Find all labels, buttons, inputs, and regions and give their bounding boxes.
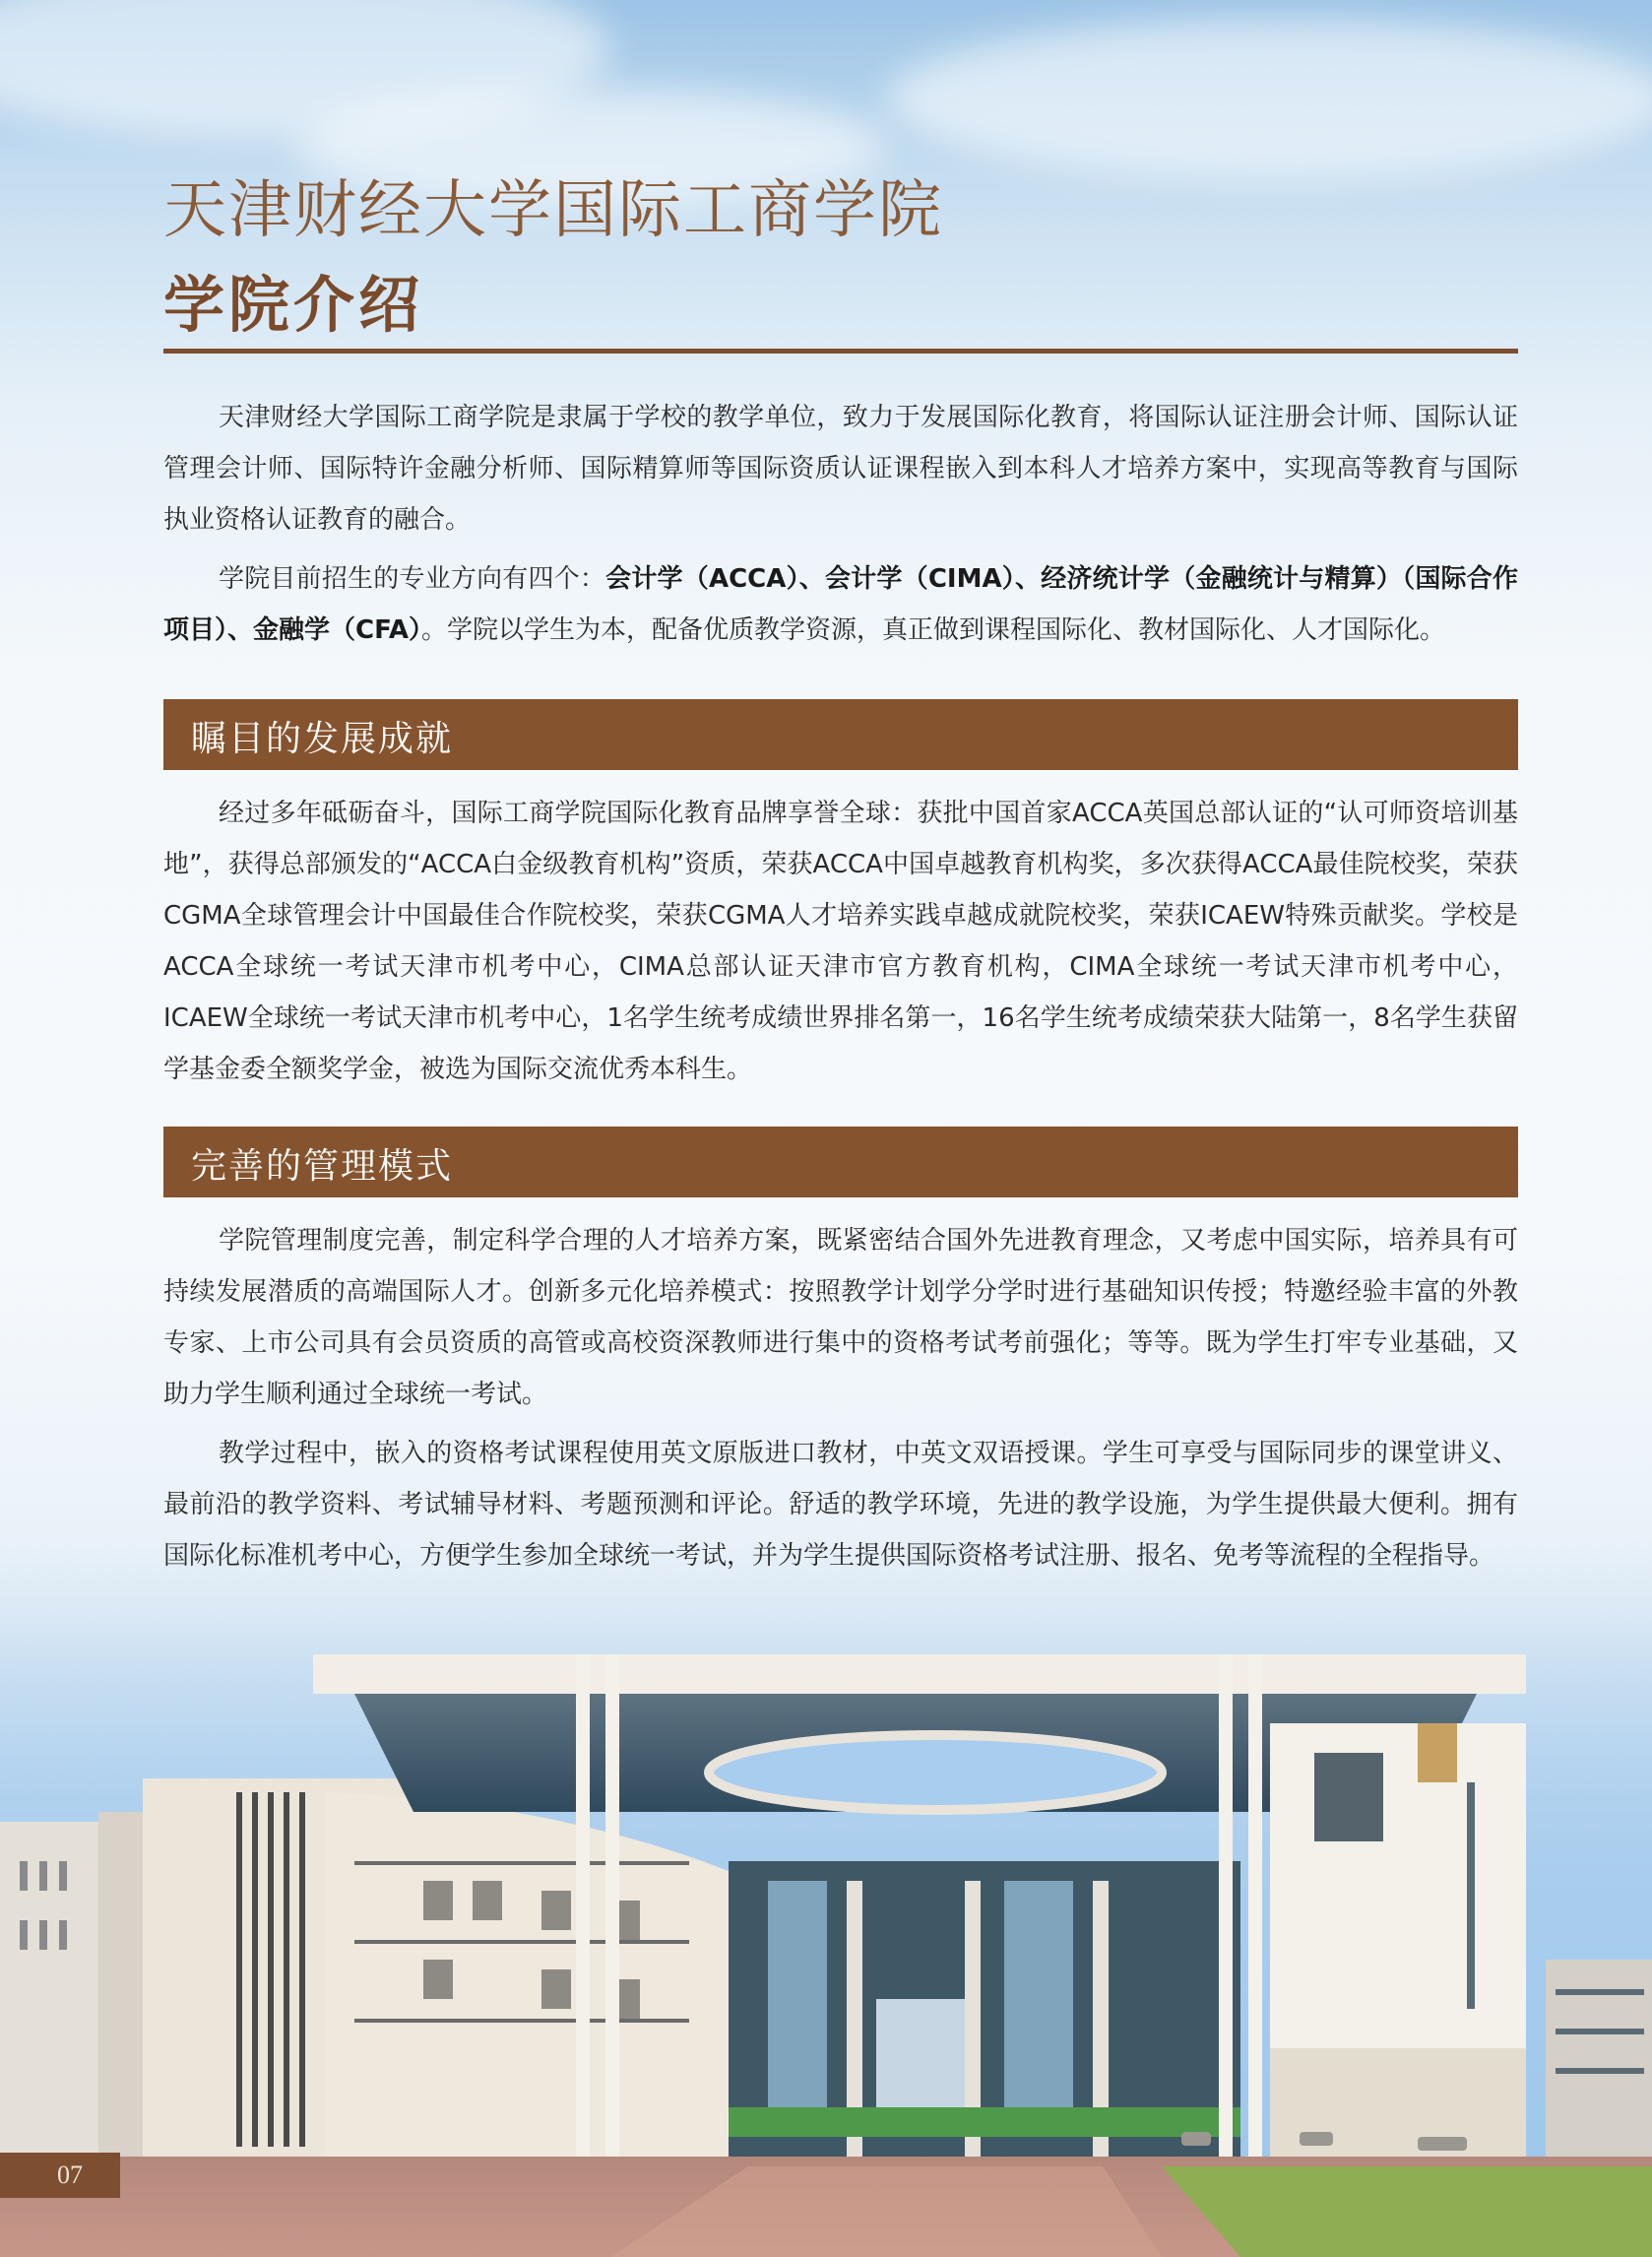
intro-majors: 会计学（ACCA）、会计学（CIMA）、经济统计学（金融统计与精算）（国际合作项目）、金融学（CFA） xyxy=(163,564,1518,645)
intro-paragraph-2 xyxy=(163,553,1518,656)
section-heading-achievements: 瞩目的发展成就 xyxy=(191,719,454,759)
page-number: 07 xyxy=(57,2160,83,2189)
title-divider xyxy=(163,349,1518,354)
campus-building-photo xyxy=(0,1615,1652,2257)
section-heading-bar xyxy=(163,699,1518,770)
page-subtitle: 学院介绍 xyxy=(163,269,424,341)
achievements-section xyxy=(163,788,1518,1095)
section-heading-bar xyxy=(163,1127,1518,1197)
intro-section xyxy=(163,392,1518,656)
management-paragraph-1: 学院管理制度完善，制定科学合理的人才培养方案，既紧密结合国外先进教育理念，又考虑中国实际，培养具有可持续发展潜质的高端国际人才。创新多元化培养模式：按照教学计划学分学时进行基础知识传授；特邀经验丰富的外教专家、上市公司具有会员资质的高管或高校资深教师进行集中的资格考试考前强化；等等。既为学生打牢专业基础，又助力学生顺利通过全球统一考试。 xyxy=(163,1226,1518,1409)
cloud-decoration xyxy=(886,20,1652,177)
management-section xyxy=(163,1215,1518,1581)
intro-p2-prefix: 学院目前招生的专业方向有四个： xyxy=(219,564,606,594)
page-title: 天津财经大学国际工商学院 xyxy=(163,174,943,247)
intro-paragraph-1: 天津财经大学国际工商学院是隶属于学校的教学单位，致力于发展国际化教育，将国际认证注册会计师、国际认证管理会计师、国际特许金融分析师、国际精算师等国际资质认证课程嵌入到本科人才培养方案中，实现高等教育与国际执业资格认证教育的融合。 xyxy=(163,403,1518,535)
section-heading-management: 完善的管理模式 xyxy=(191,1146,454,1187)
page-number-tab xyxy=(0,2153,120,2198)
management-paragraph-2: 教学过程中，嵌入的资格考试课程使用英文原版进口教材，中英文双语授课。学生可享受与国际同步的课堂讲义、最前沿的教学资料、考试辅导材料、考题预测和评论。舒适的教学环境，先进的教学设施，为学生提供最大便利。拥有国际化标准机考中心，方便学生参加全球统一考试，并为学生提供国际资格考试注册、报名、免考等流程的全程指导。 xyxy=(163,1439,1518,1571)
achievements-paragraph: 经过多年砥砺奋斗，国际工商学院国际化教育品牌享誉全球：获批中国首家ACCA英国总部认证的“认可师资培训基地”，获得总部颁发的“ACCA白金级教育机构”资质，荣获ACCA中国卓越教育机构奖，多次获得ACCA最佳院校奖，荣获CGMA全球管理会计中国最佳合作院校奖，荣获CGMA人才培养实践卓越成就院校奖，荣获ICAEW特殊贡献奖。学校是ACCA全球统一考试天津市机考中心，CIMA总部认证天津市官方教育机构，CIMA全球统一考试天津市机考中心，ICAEW全球统一考试天津市机考中心，1名学生统考成绩世界排名第一，16名学生统考成绩荣获大陆第一，8名学生获留学基金委全额奖学金，被选为国际交流优秀本科生。 xyxy=(163,799,1518,1084)
intro-p2-suffix: 。学院以学生为本，配备优质教学资源，真正做到课程国际化、教材国际化、人才国际化。 xyxy=(420,615,1445,645)
